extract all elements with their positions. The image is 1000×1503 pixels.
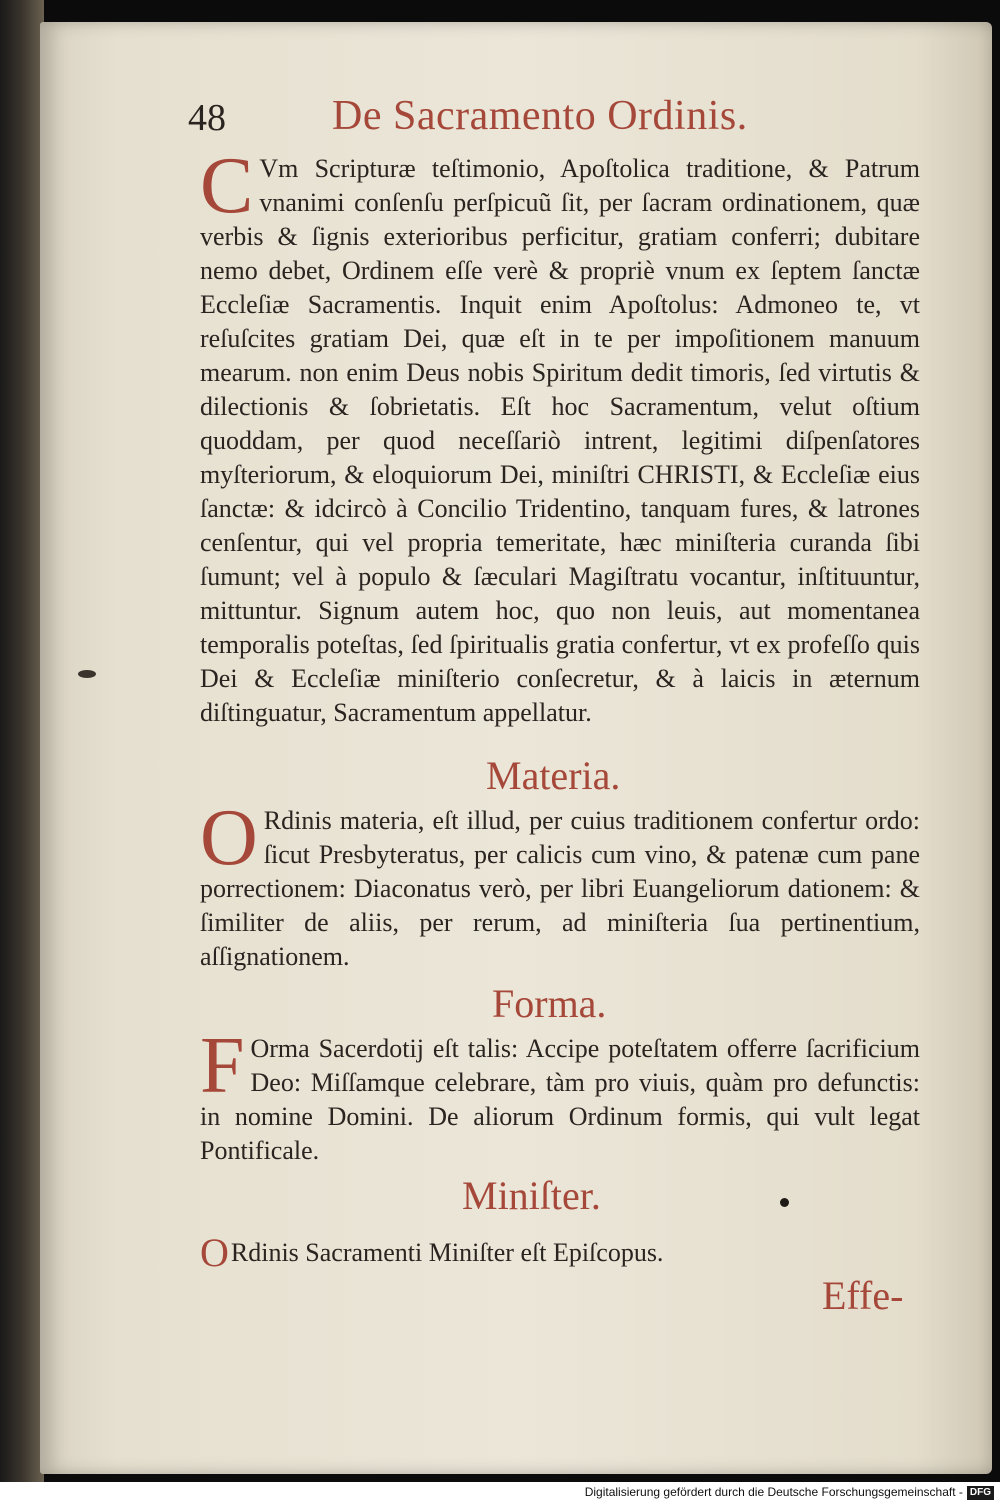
materia-paragraph [200, 794, 920, 974]
page-number: 48 [188, 97, 226, 139]
running-head: De Sacramento Ordinis. [332, 93, 748, 139]
materia-dropcap: O [200, 794, 258, 882]
margin-blot [78, 670, 96, 678]
forma-text: Orma Sacerdotij eſt talis: Accipe poteſtatem offerre ſacrificium Deo: Miſſamque celebrare, tàm pro viuis, quàm pro defunctis: in nomine Domini. De aliorum Ordinum formis, qui vult legat Pontificale. [200, 1034, 920, 1165]
footer-credit: Digitalisierung gefördert durch die Deutsche Forschungsgemeinschaft - [584, 1485, 963, 1499]
forma-heading: Forma. [492, 981, 607, 1026]
ink-dot [780, 1198, 789, 1207]
materia-text: Rdinis materia, eſt illud, per cuius traditionem confertur ordo: ſicut Presbyteratus, per calicis cum vino, & patenæ cum pane porrectionem: Diaconatus verò, per libri Euangeliorum dationem: & ſimiliter de aliis, per rerum, ad miniſteria ſua pertinentium, aſſignationem. [200, 806, 920, 971]
footer-bar [0, 1482, 1000, 1503]
forma-paragraph [200, 1022, 920, 1168]
minister-dropcap: O [200, 1230, 229, 1275]
catchword: Effe- [822, 1273, 904, 1318]
intro-paragraph [200, 142, 920, 730]
materia-heading: Materia. [486, 753, 621, 798]
minister-heading: Miniſter. [462, 1173, 601, 1218]
minister-paragraph [200, 1230, 920, 1275]
forma-dropcap: F [200, 1022, 245, 1110]
intro-dropcap: C [200, 142, 254, 230]
minister-text: Rdinis Sacramenti Miniſter eſt Epiſcopus. [230, 1238, 664, 1267]
intro-text: Vm Scripturæ teſtimonio, Apoſtolica traditione, & Patrum vnanimi conſenſu perſpicuũ ſit, per ſacram ordinationem, quæ verbis & ſignis exterioribus perficitur, gratiam conferri; dubitare nemo debet, Ordinem eſſe verè & propriè vnum ex ſeptem ſanctæ Eccleſiæ Sacramentis. Inquit enim Apoſtolus: Admoneo te, vt reſuſcites gratiam Dei, quæ eſt in te per impoſitionem manuum mearum. non enim Deus nobis Spiritum dedit timoris, ſed virtutis & dilectionis & ſobrietatis. Eſt hoc Sacramentum, velut oſtium quoddam, per quod neceſſariò intrent, legitimi diſpenſatores myſteriorum, & eloquiorum Dei, miniſtri CHRISTI, & Eccleſiæ eius ſanctæ: & idcircò à Concilio Tridentino, tanquam fures, & latrones cenſentur, qui vel propria temeritate, hæc miniſteria curanda ſibi ſumunt; vel à populo & ſæculari Magiſtratu vocantur, inſtituuntur, mittuntur. Signum autem hoc, quo non leuis, aut momentanea temporalis poteſtas, ſed ſpiritualis gratia confertur, vt ex profeſſo quis Dei & Eccleſiæ miniſterio conſecretur, & à laicis in æternum diſtinguatur, Sacramentum appellatur. [200, 154, 920, 727]
dfg-logo: DFG [967, 1486, 994, 1500]
book-spine [0, 0, 44, 1482]
